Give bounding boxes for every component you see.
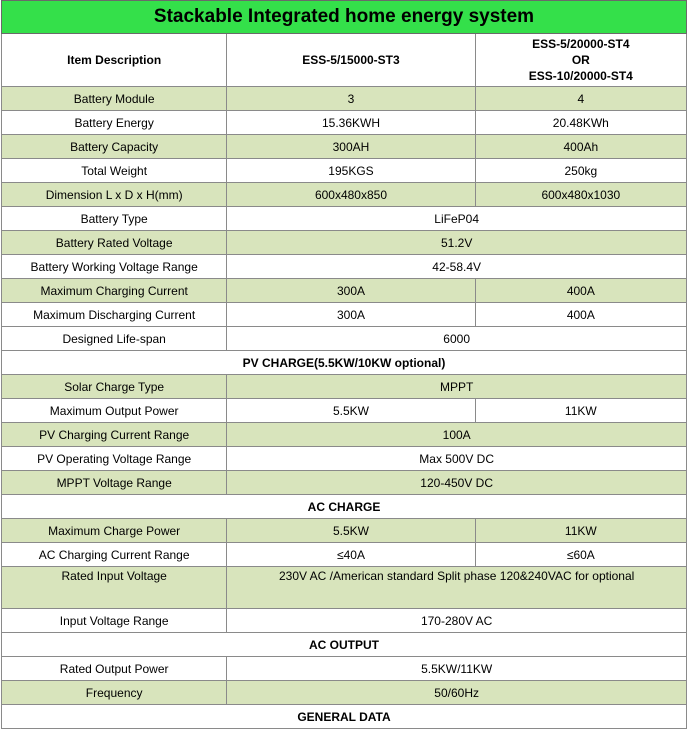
row-label: AC Charging Current Range (2, 543, 227, 567)
row-value-b: 11KW (475, 519, 686, 543)
row-value: 42-58.4V (227, 255, 687, 279)
row-value-b: 20.48KWh (475, 111, 686, 135)
section-ac-output: AC OUTPUT (2, 633, 687, 657)
row-label: Battery Module (2, 87, 227, 111)
spec-table (1, 0, 687, 729)
table-title: Stackable Integrated home energy system (2, 1, 687, 34)
row-value-a: 300A (227, 279, 475, 303)
row-value: 170-280V AC (227, 609, 687, 633)
row-value: 6000 (227, 327, 687, 351)
row-label: Maximum Output Power (2, 399, 227, 423)
row-value-a: ≤40A (227, 543, 475, 567)
row-label: Total Weight (2, 159, 227, 183)
row-value-b: ≤60A (475, 543, 686, 567)
row-label: Battery Type (2, 207, 227, 231)
row-label: Solar Charge Type (2, 375, 227, 399)
row-label: Frequency (2, 681, 227, 705)
row-value: 5.5KW/11KW (227, 657, 687, 681)
row-value-a: 15.36KWH (227, 111, 475, 135)
row-value: Max 500V DC (227, 447, 687, 471)
row-value-a: 5.5KW (227, 399, 475, 423)
row-value-b: 400A (475, 279, 686, 303)
row-label: PV Operating Voltage Range (2, 447, 227, 471)
row-value-a: 195KGS (227, 159, 475, 183)
row-label: Maximum Charging Current (2, 279, 227, 303)
row-label: Designed Life-span (2, 327, 227, 351)
header-model-b-line2: OR (571, 53, 590, 67)
row-value-a: 5.5KW (227, 519, 475, 543)
row-value-b: 400Ah (475, 135, 686, 159)
row-value: 50/60Hz (227, 681, 687, 705)
row-value: 100A (227, 423, 687, 447)
row-label: Maximum Discharging Current (2, 303, 227, 327)
row-value-a: 3 (227, 87, 475, 111)
section-general-data: GENERAL DATA (2, 705, 687, 729)
row-value: 120-450V DC (227, 471, 687, 495)
row-label: Rated Output Power (2, 657, 227, 681)
row-label: Battery Energy (2, 111, 227, 135)
header-model-a: ESS-5/15000-ST3 (227, 34, 475, 87)
row-value-a: 300A (227, 303, 475, 327)
row-value: 51.2V (227, 231, 687, 255)
row-value-b: 400A (475, 303, 686, 327)
header-model-b-line1: ESS-5/20000-ST4 (532, 37, 630, 51)
row-value-a: 600x480x850 (227, 183, 475, 207)
section-pv-charge: PV CHARGE(5.5KW/10KW optional) (2, 351, 687, 375)
row-value-b: 11KW (475, 399, 686, 423)
row-label: PV Charging Current Range (2, 423, 227, 447)
section-ac-charge: AC CHARGE (2, 495, 687, 519)
header-item: Item Description (2, 34, 227, 87)
row-value-b: 600x480x1030 (475, 183, 686, 207)
row-label: Maximum Charge Power (2, 519, 227, 543)
row-label: Battery Working Voltage Range (2, 255, 227, 279)
row-value: MPPT (227, 375, 687, 399)
row-value-b: 4 (475, 87, 686, 111)
row-label: Input Voltage Range (2, 609, 227, 633)
row-value: 230V AC /American standard Split phase 120&240VAC for optional (227, 567, 687, 609)
row-label: Battery Capacity (2, 135, 227, 159)
row-value: LiFeP04 (227, 207, 687, 231)
row-label: Rated Input Voltage (2, 567, 227, 609)
row-label: MPPT Voltage Range (2, 471, 227, 495)
row-value-b: 250kg (475, 159, 686, 183)
header-model-b (475, 34, 686, 87)
row-label: Dimension L x D x H(mm) (2, 183, 227, 207)
row-value-a: 300AH (227, 135, 475, 159)
row-label: Battery Rated Voltage (2, 231, 227, 255)
header-model-b-line3: ESS-10/20000-ST4 (528, 69, 633, 83)
